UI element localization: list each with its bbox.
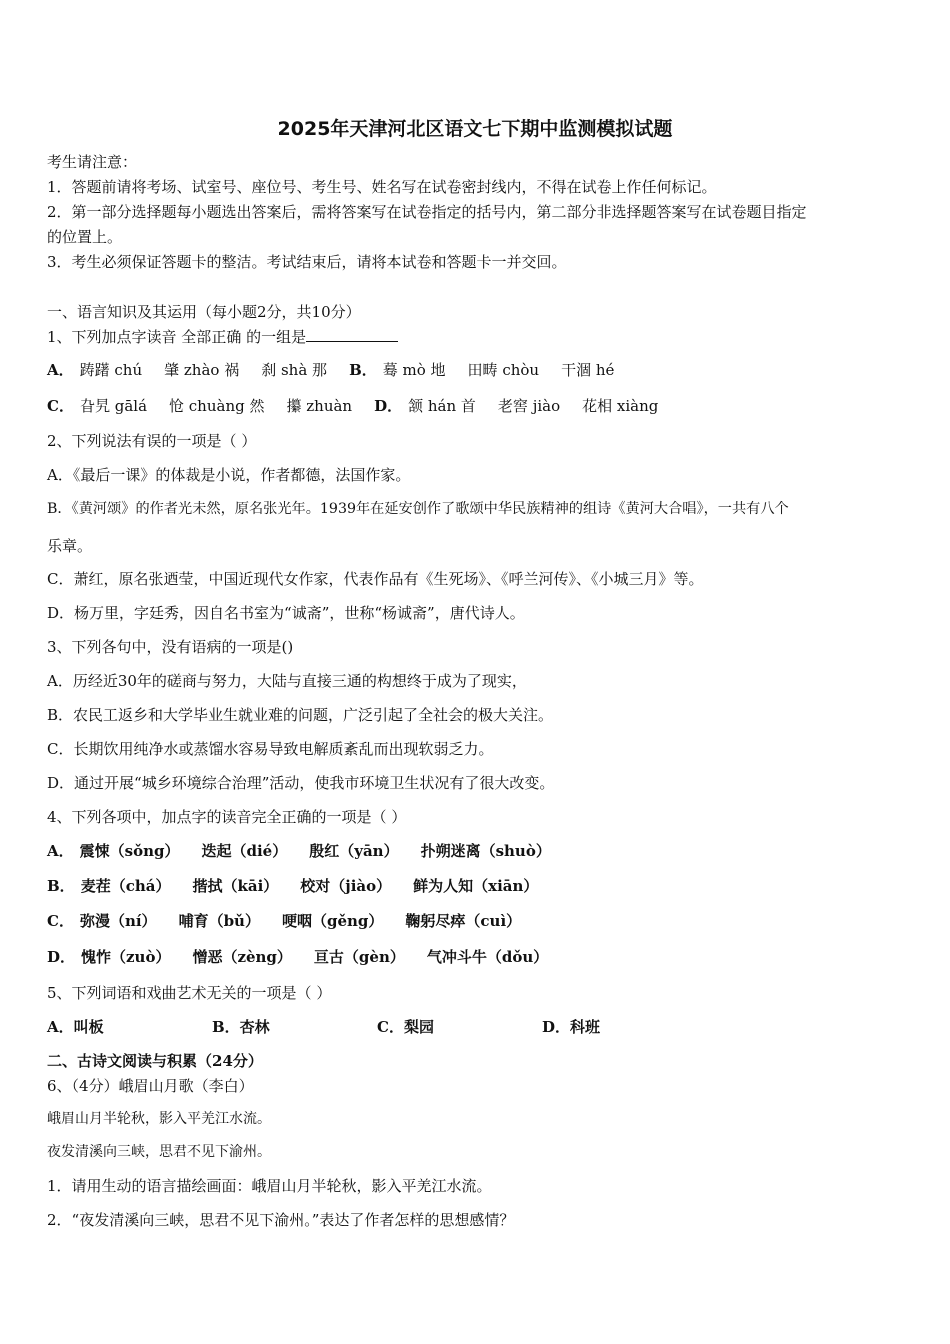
poem-line-1: 峨眉山月半轮秋，影入平羌江水流。: [47, 1111, 271, 1127]
q4-option-d: [47, 947, 548, 967]
option-item: 颔 hán 首: [408, 397, 476, 415]
q3-option-c: C．长期饮用纯净水或蒸馏水容易导致电解质紊乱而出现软弱乏力。: [47, 740, 494, 758]
q1-stem-text: 1、下列加点字读音 全部正确 的一组是: [47, 328, 307, 346]
option-item: 鲜为人知（xiān）: [413, 877, 539, 895]
section1-heading: 一、语言知识及其运用（每小题2分，共10分）: [47, 303, 361, 321]
option-item: 校对（jiào）: [300, 877, 392, 895]
option-item: 愧怍（zuò）: [81, 948, 171, 966]
q3-stem: 3、下列各句中，没有语病的一项是(): [47, 638, 294, 656]
option-item: 哺育（bǔ）: [178, 912, 260, 930]
option-item: 刹 shà 那: [261, 361, 328, 379]
notice-item-1: 1．答题前请将考场、试室号、座位号、考生号、姓名写在试卷密封线内，不得在试卷上作任何标记。: [47, 178, 717, 196]
q5-stem: 5、下列词语和戏曲艺术无关的一项是（ ）: [47, 984, 332, 1002]
option-item: 踌躇 chú: [79, 361, 143, 379]
option-item: 亘古（gèn）: [313, 948, 405, 966]
q1-row-a: [47, 360, 614, 380]
option-item: 旮旯 gālá: [79, 397, 148, 415]
option-label: A．: [47, 842, 74, 860]
q1-row-c: [47, 396, 658, 416]
q3-option-d: D．通过开展“城乡环境综合治理”活动，使我市环境卫生状况有了很大改变。: [47, 774, 555, 792]
option-item: 肇 zhào 祸: [164, 361, 240, 379]
q3-option-a: A．历经近30年的磋商与努力，大陆与直接三通的构想终于成为了现实，: [47, 672, 527, 690]
answer-blank: [306, 327, 398, 342]
q4-option-c: [47, 911, 521, 931]
q2-option-b: B．《黄河颂》的作者光未然，原名张光年。1939年在延安创作了歌颂中华民族精神的组诗《黄河大合唱》，一共有八个: [47, 501, 789, 517]
option-item: 憎恶（zèng）: [192, 948, 292, 966]
q3-option-b: B．农民工返乡和大学毕业生就业难的问题，广泛引起了全社会的极大关注。: [47, 706, 554, 724]
option-item: 蓦 mò 地: [382, 361, 446, 379]
q4-option-a: [47, 841, 551, 861]
q5-option-d: D．科班: [542, 1018, 601, 1036]
option-item: 殷红（yān）: [309, 842, 399, 860]
option-item: 怆 chuàng 然: [169, 397, 265, 415]
q2-stem: 2、下列说法有误的一项是（ ）: [47, 432, 257, 450]
option-item: 鞠躬尽瘁（cuì）: [405, 912, 522, 930]
option-label: D．: [374, 397, 403, 415]
q4-option-b: [47, 876, 538, 896]
option-item: 田畴 chòu: [467, 361, 540, 379]
option-label: C．: [47, 912, 74, 930]
option-item: 震悚（sǒng）: [79, 842, 180, 860]
q4-stem: 4、下列各项中，加点字的读音完全正确的一项是（ ）: [47, 808, 407, 826]
q2-option-b-cont: 乐章。: [47, 537, 93, 555]
q6-sub-1: 1．请用生动的语言描绘画面：峨眉山月半轮秋，影入平羌江水流。: [47, 1177, 492, 1195]
option-item: 花相 xiàng: [582, 397, 659, 415]
q2-option-d: D．杨万里，字廷秀，因自名书室为“诚斋”，世称“杨诚斋”，唐代诗人。: [47, 604, 525, 622]
option-item: 攥 zhuàn: [286, 397, 353, 415]
page-title: 2025年天津河北区语文七下期中监测模拟试题: [277, 118, 673, 140]
q6-stem: 6、（4分）峨眉山月歌（李白）: [47, 1077, 254, 1095]
option-label: B．: [349, 361, 377, 379]
q5-options: [47, 1017, 707, 1037]
option-item: 迭起（dié）: [201, 842, 288, 860]
notice-item-3: 3．考生必须保证答题卡的整洁。考试结束后，请将本试卷和答题卡一并交回。: [47, 253, 567, 271]
option-item: 老窖 jiào: [497, 397, 561, 415]
option-item: 哽咽（gěng）: [281, 912, 384, 930]
notice-item-2-cont: 的位置上。: [47, 228, 123, 246]
option-item: 麦茬（chá）: [80, 877, 171, 895]
q1-stem: [47, 327, 398, 347]
q5-option-a: A．叫板: [47, 1018, 104, 1036]
notice-item-2: 2．第一部分选择题每小题选出答案后，需将答案写在试卷指定的括号内，第二部分非选择题答案写在试卷题目指定: [47, 203, 807, 221]
option-label: C．: [47, 397, 74, 415]
option-label: A．: [47, 361, 74, 379]
option-item: 揩拭（kāi）: [192, 877, 279, 895]
notice-heading: 考生请注意：: [47, 153, 138, 171]
option-label: B．: [47, 877, 75, 895]
q5-option-b: B．杏林: [212, 1018, 270, 1036]
poem-line-2: 夜发清溪向三峡，思君不见下渝州。: [47, 1144, 271, 1160]
section2-heading: 二、古诗文阅读与积累（24分）: [47, 1052, 263, 1070]
option-item: 弥漫（ní）: [79, 912, 157, 930]
option-item: 扑朔迷离（shuò）: [420, 842, 551, 860]
q6-sub-2: 2．“夜发清溪向三峡，思君不见下渝州。”表达了作者怎样的思想感情？: [47, 1211, 515, 1229]
option-label: D．: [47, 948, 76, 966]
q2-option-c: C．萧红，原名张迺莹，中国近现代女作家，代表作品有《生死场》、《呼兰河传》、《小城三月》等。: [47, 570, 704, 588]
q2-option-a: A．《最后一课》的体裁是小说，作者都德，法国作家。: [47, 466, 411, 484]
option-item: 干涸 hé: [561, 361, 615, 379]
q5-option-c: C．梨园: [377, 1018, 434, 1036]
option-item: 气冲斗牛（dǒu）: [426, 948, 549, 966]
